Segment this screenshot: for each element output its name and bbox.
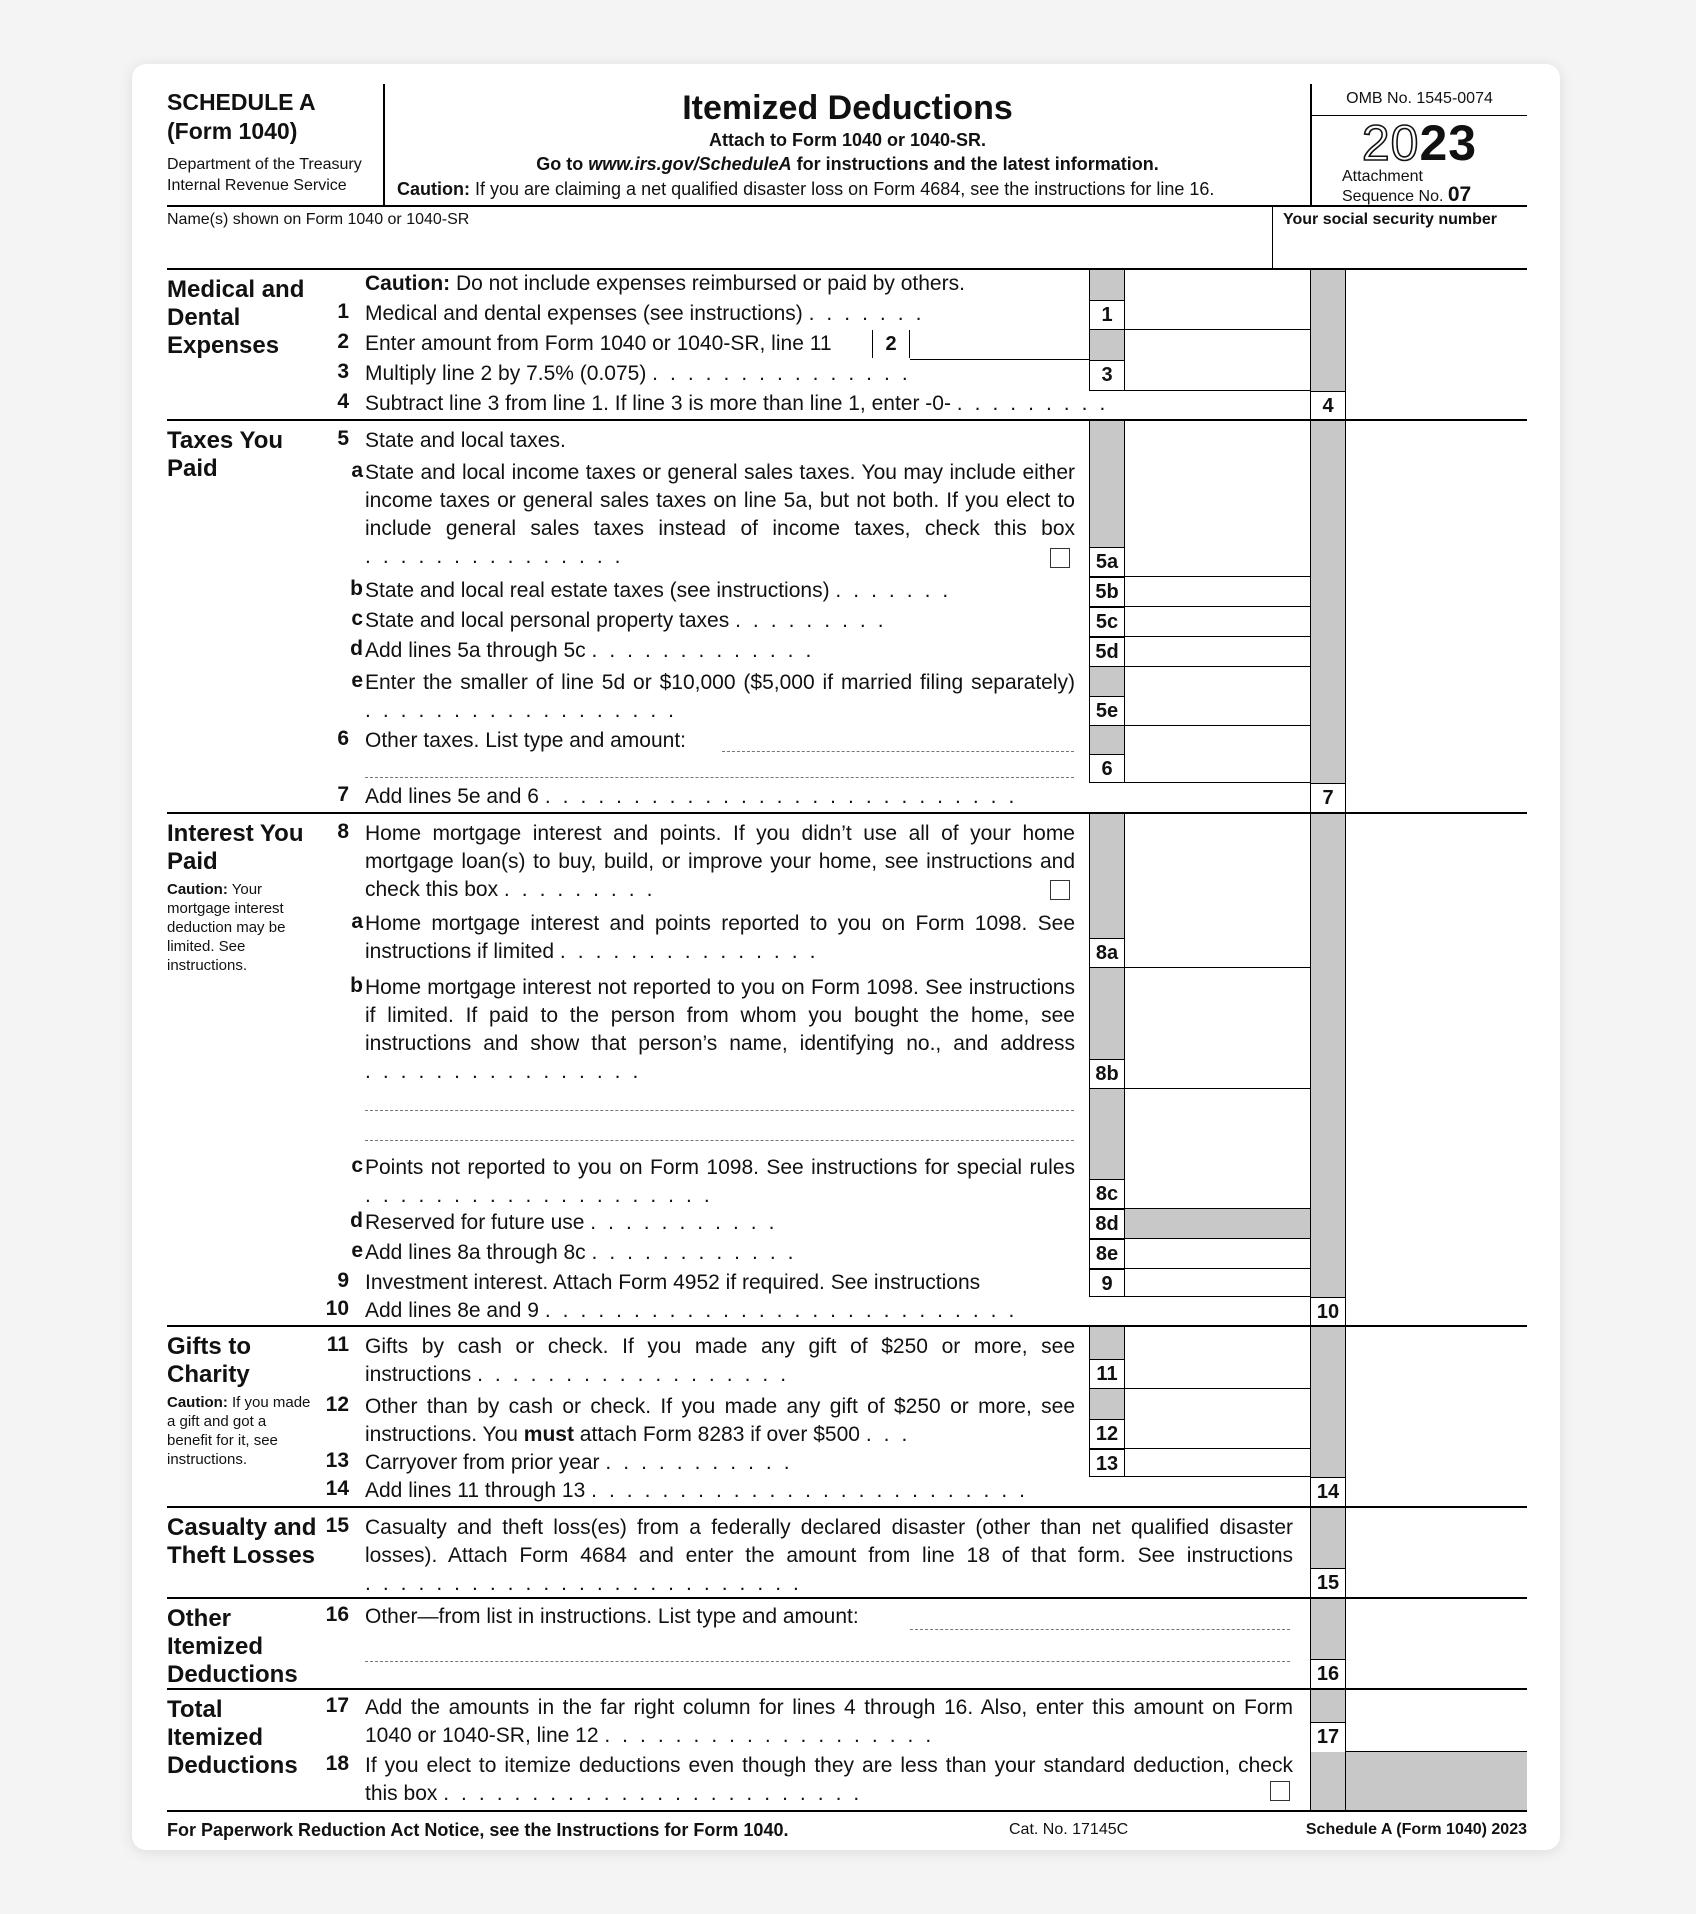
line-18-checkbox[interactable] (1270, 1781, 1290, 1801)
name-label: Name(s) shown on Form 1040 or 1040-SR (167, 211, 470, 228)
line-8d-text: Reserved for future use ........... (365, 1211, 787, 1234)
section-title-other: Other Itemized Deductions (167, 1605, 298, 1688)
line-5a-text: State and local income taxes or general sales taxes. You may include either income taxes or general sales taxes on line 5a, but not both. If you elect to include general sales taxes instead of income taxes, check this box ............... (365, 461, 1075, 568)
interest-caution: Caution: Your mortgage interest deduction may be limited. See instructions. (167, 881, 286, 974)
form-sheet (132, 64, 1560, 1850)
name-row (167, 207, 1527, 270)
section-title-interest: Interest You Paid (167, 820, 304, 875)
line-5b-amount[interactable] (1125, 577, 1310, 607)
line-5e-amount[interactable] (1125, 667, 1310, 726)
line-5-text: State and local taxes. (365, 429, 566, 452)
line-2-text: Enter amount from Form 1040 or 1040-SR, line 11 (365, 332, 832, 355)
form-title: Itemized Deductions (682, 89, 1013, 127)
section-title-total: Total Itemized Deductions (167, 1696, 298, 1779)
goto-note: Go to www.irs.gov/ScheduleA for instructions and the latest information. (536, 154, 1159, 174)
line-9-amount[interactable] (1125, 1269, 1310, 1297)
title-block (385, 84, 1310, 207)
line-8b-text: Home mortgage interest not reported to you on Form 1098. See instructions if limited. If paid to the person from whom you bought the home, see instructions and show that person’s name, identifying no., and address ................ (365, 976, 1075, 1083)
line-12-amount[interactable] (1125, 1389, 1310, 1449)
line-4-text: Subtract line 3 from line 1. If line 3 is more than line 1, enter -0- ......... (365, 392, 1118, 415)
line-14-text: Add lines 11 through 13 ......................... (365, 1479, 1037, 1502)
line-16-text: Other—from list in instructions. List type and amount: (365, 1605, 859, 1628)
department: Department of the Treasury Internal Revenue Service (167, 156, 362, 194)
line-11-text: Gifts by cash or check. If you made any gift of $250 or more, see instructions .................. (365, 1335, 1075, 1386)
line-5d-text: Add lines 5a through 5c ............. (365, 639, 824, 662)
line-3-text: Multiply line 2 by 7.5% (0.075) ............... (365, 362, 920, 385)
line-10-amount[interactable] (1346, 1297, 1527, 1325)
ssn-field[interactable]: Your social security number (1272, 207, 1527, 268)
line-10-text: Add lines 8e and 9 ........................... (365, 1299, 1027, 1322)
line-13-amount[interactable] (1125, 1449, 1310, 1477)
line-5c-amount[interactable] (1125, 607, 1310, 637)
tax-year: 2023 (1361, 115, 1478, 171)
line-7-amount[interactable] (1346, 783, 1527, 812)
section-taxes: Taxes You Paid 5 State and local taxes. a State and local income taxes or general sales taxes. You may include either income taxes or general sales taxes on line 5a, but not both. If you elect to include general sales taxes instead of income taxes, check this box ............... 5a b State and local real estate taxes (see instructions) ....... 5b c State and local personal property taxes ......... 5c d Add lines 5a through 5c ............. 5d e Enter the smaller of line 5d or $10,000 ($5,000 if married filing separately) .................. 5e 6 Other taxes. List type and amount: 6 7 Add lines 5e and 6 ........................... 7 (167, 421, 1527, 814)
line-6-text: Other taxes. List type and amount: (365, 729, 687, 752)
form-footer (167, 1812, 1527, 1848)
form-id-footer: Schedule A (Form 1040) 2023 (1305, 1821, 1527, 1838)
line-11-amount[interactable] (1125, 1329, 1310, 1389)
section-casualty: Casualty and Theft Losses 15 Casualty and theft loss(es) from a federally declared disaster (other than net qualified disaster losses). Attach Form 4684 and enter the amount from line 18 of that form. See instructions ......................... 15 (167, 1508, 1527, 1599)
line-8-text: Home mortgage interest and points. If you didn’t use all of your home mortgage loan(s) to buy, build, or improve your home, see instructions and check this box ......... (365, 822, 1075, 901)
omb-number: OMB No. 1545-0074 (1312, 84, 1527, 116)
line-2-amount[interactable] (910, 330, 1089, 360)
line-9-text: Investment interest. Attach Form 4952 if required. See instructions (365, 1271, 981, 1294)
line-1-text: Medical and dental expenses (see instructions) ....... (365, 302, 934, 325)
irs-link[interactable]: www.irs.gov/ScheduleA (588, 154, 792, 174)
section-interest: Interest You Paid Caution: Your mortgage interest deduction may be limited. See instructions. 8 Home mortgage interest and points. If you didn’t use all of your home mortgage loan(s) to buy, build, or improve your home, see instructions and check this box ......... a Home mortgage interest and points reported to you on Form 1098. See instructions if limited ............... 8a b Home mortgage interest not reported to you on Form 1098. See instructions if limited. If paid to the person from whom you bought the home, see instructions and show that person’s name, identifying no., and address ................ 8b c Points not reported to you on Form 1098. See instructions for special rules .................... 8c d Reserved for future use ........... 8d e Add lines 8a through 8c ............ 8e 9 Investment interest. Attach Form 4952 if required. See instructions 9 10 Add lines 8e and 9 ........................... 10 (167, 814, 1527, 1327)
header-caution: Caution: If you are claiming a net qualified disaster loss on Form 4684, see the instructions for line 16. (397, 179, 1215, 199)
line-17-text: Add the amounts in the far right column for lines 4 through 16. Also, enter this amount on Form 1040 or 1040-SR, line 12 ................... (365, 1696, 1293, 1747)
attach-note: Attach to Form 1040 or 1040-SR. (708, 130, 987, 150)
line-5b-text: State and local real estate taxes (see instructions) ....... (365, 579, 961, 602)
section-title-casualty: Casualty and Theft Losses (167, 1514, 317, 1569)
line-15-text: Casualty and theft loss(es) from a federally declared disaster (other than net qualified disaster losses). Attach Form 4684 and enter the amount from line 18 of that form. See instructions ......................... (365, 1516, 1293, 1595)
line-8d-reserved (1125, 1209, 1310, 1239)
line-5a-amount[interactable] (1125, 547, 1310, 577)
line-4-amount[interactable] (1346, 391, 1527, 419)
line-8c-amount[interactable] (1125, 1089, 1310, 1209)
schedule-a-form (167, 84, 1527, 1848)
medical-caution: Caution: Do not include expenses reimbursed or paid by others. (365, 272, 965, 295)
cat-number: Cat. No. 17145C (1009, 1821, 1129, 1838)
line-8e-amount[interactable] (1125, 1239, 1310, 1269)
section-title-medical: Medical and Dental Expenses (167, 276, 305, 359)
line-3-amount[interactable] (1125, 360, 1310, 391)
schedule-name: SCHEDULE A (Form 1040) (167, 89, 316, 144)
line-5a-checkbox[interactable] (1050, 548, 1070, 568)
line-18-text: If you elect to itemize deductions even though they are less than your standard deduction, check this box ........................ (365, 1754, 1293, 1805)
line-8b-amount[interactable] (1125, 968, 1310, 1089)
line-12-text: Other than by cash or check. If you made any gift of $250 or more, see instructions. You must attach Form 8283 if over $500 ... (365, 1395, 1075, 1446)
line-6-amount[interactable] (1125, 726, 1310, 783)
line-13-text: Carryover from prior year ........... (365, 1451, 802, 1474)
omb-block (1310, 84, 1527, 207)
line-8a-amount[interactable] (1125, 908, 1310, 968)
section-gifts: Gifts to Charity Caution: If you made a gift and got a benefit for it, see instructions. 11 Gifts by cash or check. If you made any gift of $250 or more, see instructions .................. 11 12 Other than by cash or check. If you made any gift of $250 or more, see instructions. You must attach Form 8283 if over $500 ... 12 13 Carryover from prior year ........... 13 14 Add lines 11 through 13 ......................... 14 (167, 1327, 1527, 1508)
section-other: Other Itemized Deductions 16 Other—from list in instructions. List type and amount: 16 (167, 1599, 1527, 1690)
attachment-sequence: Attachment Sequence No. 07 (1342, 168, 1472, 206)
line-15-amount[interactable] (1346, 1568, 1527, 1597)
line-5e-text: Enter the smaller of line 5d or $10,000 ($5,000 if married filing separately) .................. (365, 671, 1075, 722)
line-14-amount[interactable] (1346, 1477, 1527, 1506)
line-5c-text: State and local personal property taxes ......... (365, 609, 896, 632)
line-8a-text: Home mortgage interest and points reported to you on Form 1098. See instructions if limited ............... (365, 912, 1075, 963)
section-title-gifts: Gifts to Charity (167, 1333, 251, 1388)
gifts-caution: Caution: If you made a gift and got a benefit for it, see instructions. (167, 1394, 311, 1468)
paperwork-notice: For Paperwork Reduction Act Notice, see the Instructions for Form 1040. (167, 1820, 789, 1840)
line-5d-amount[interactable] (1125, 637, 1310, 667)
section-title-taxes: Taxes You Paid (167, 427, 284, 482)
line-17-amount[interactable] (1346, 1722, 1527, 1752)
line-7-text: Add lines 5e and 6 ........................... (365, 785, 1027, 808)
line-1-amount[interactable] (1125, 300, 1310, 330)
line-16-amount[interactable] (1346, 1659, 1527, 1688)
form-header (167, 84, 1527, 207)
section-medical: Medical and Dental Expenses Caution: Do not include expenses reimbursed or paid by others. 1 Medical and dental expenses (see instructions) ....... 1 2 Enter amount from Form 1040 or 1040-SR, line 11 2 3 Multiply line 2 by 7.5% (0.075) ............... 3 4 Subtract line 3 from line 1. If line 3 is more than line 1, enter -0- ......... 4 (167, 270, 1527, 421)
line-8c-text: Points not reported to you on Form 1098. See instructions for special rules .................... (365, 1156, 1075, 1207)
line-8e-text: Add lines 8a through 8c ............ (365, 1241, 806, 1264)
form-id-block (167, 84, 385, 207)
line-8-checkbox[interactable] (1050, 880, 1070, 900)
section-total: Total Itemized Deductions 17 Add the amounts in the far right column for lines 4 through 16. Also, enter this amount on Form 1040 or 1040-SR, line 12 ................... 17 18 If you elect to itemize deductions even though they are less than your standard deduction, check this box ........................ (167, 1690, 1527, 1812)
